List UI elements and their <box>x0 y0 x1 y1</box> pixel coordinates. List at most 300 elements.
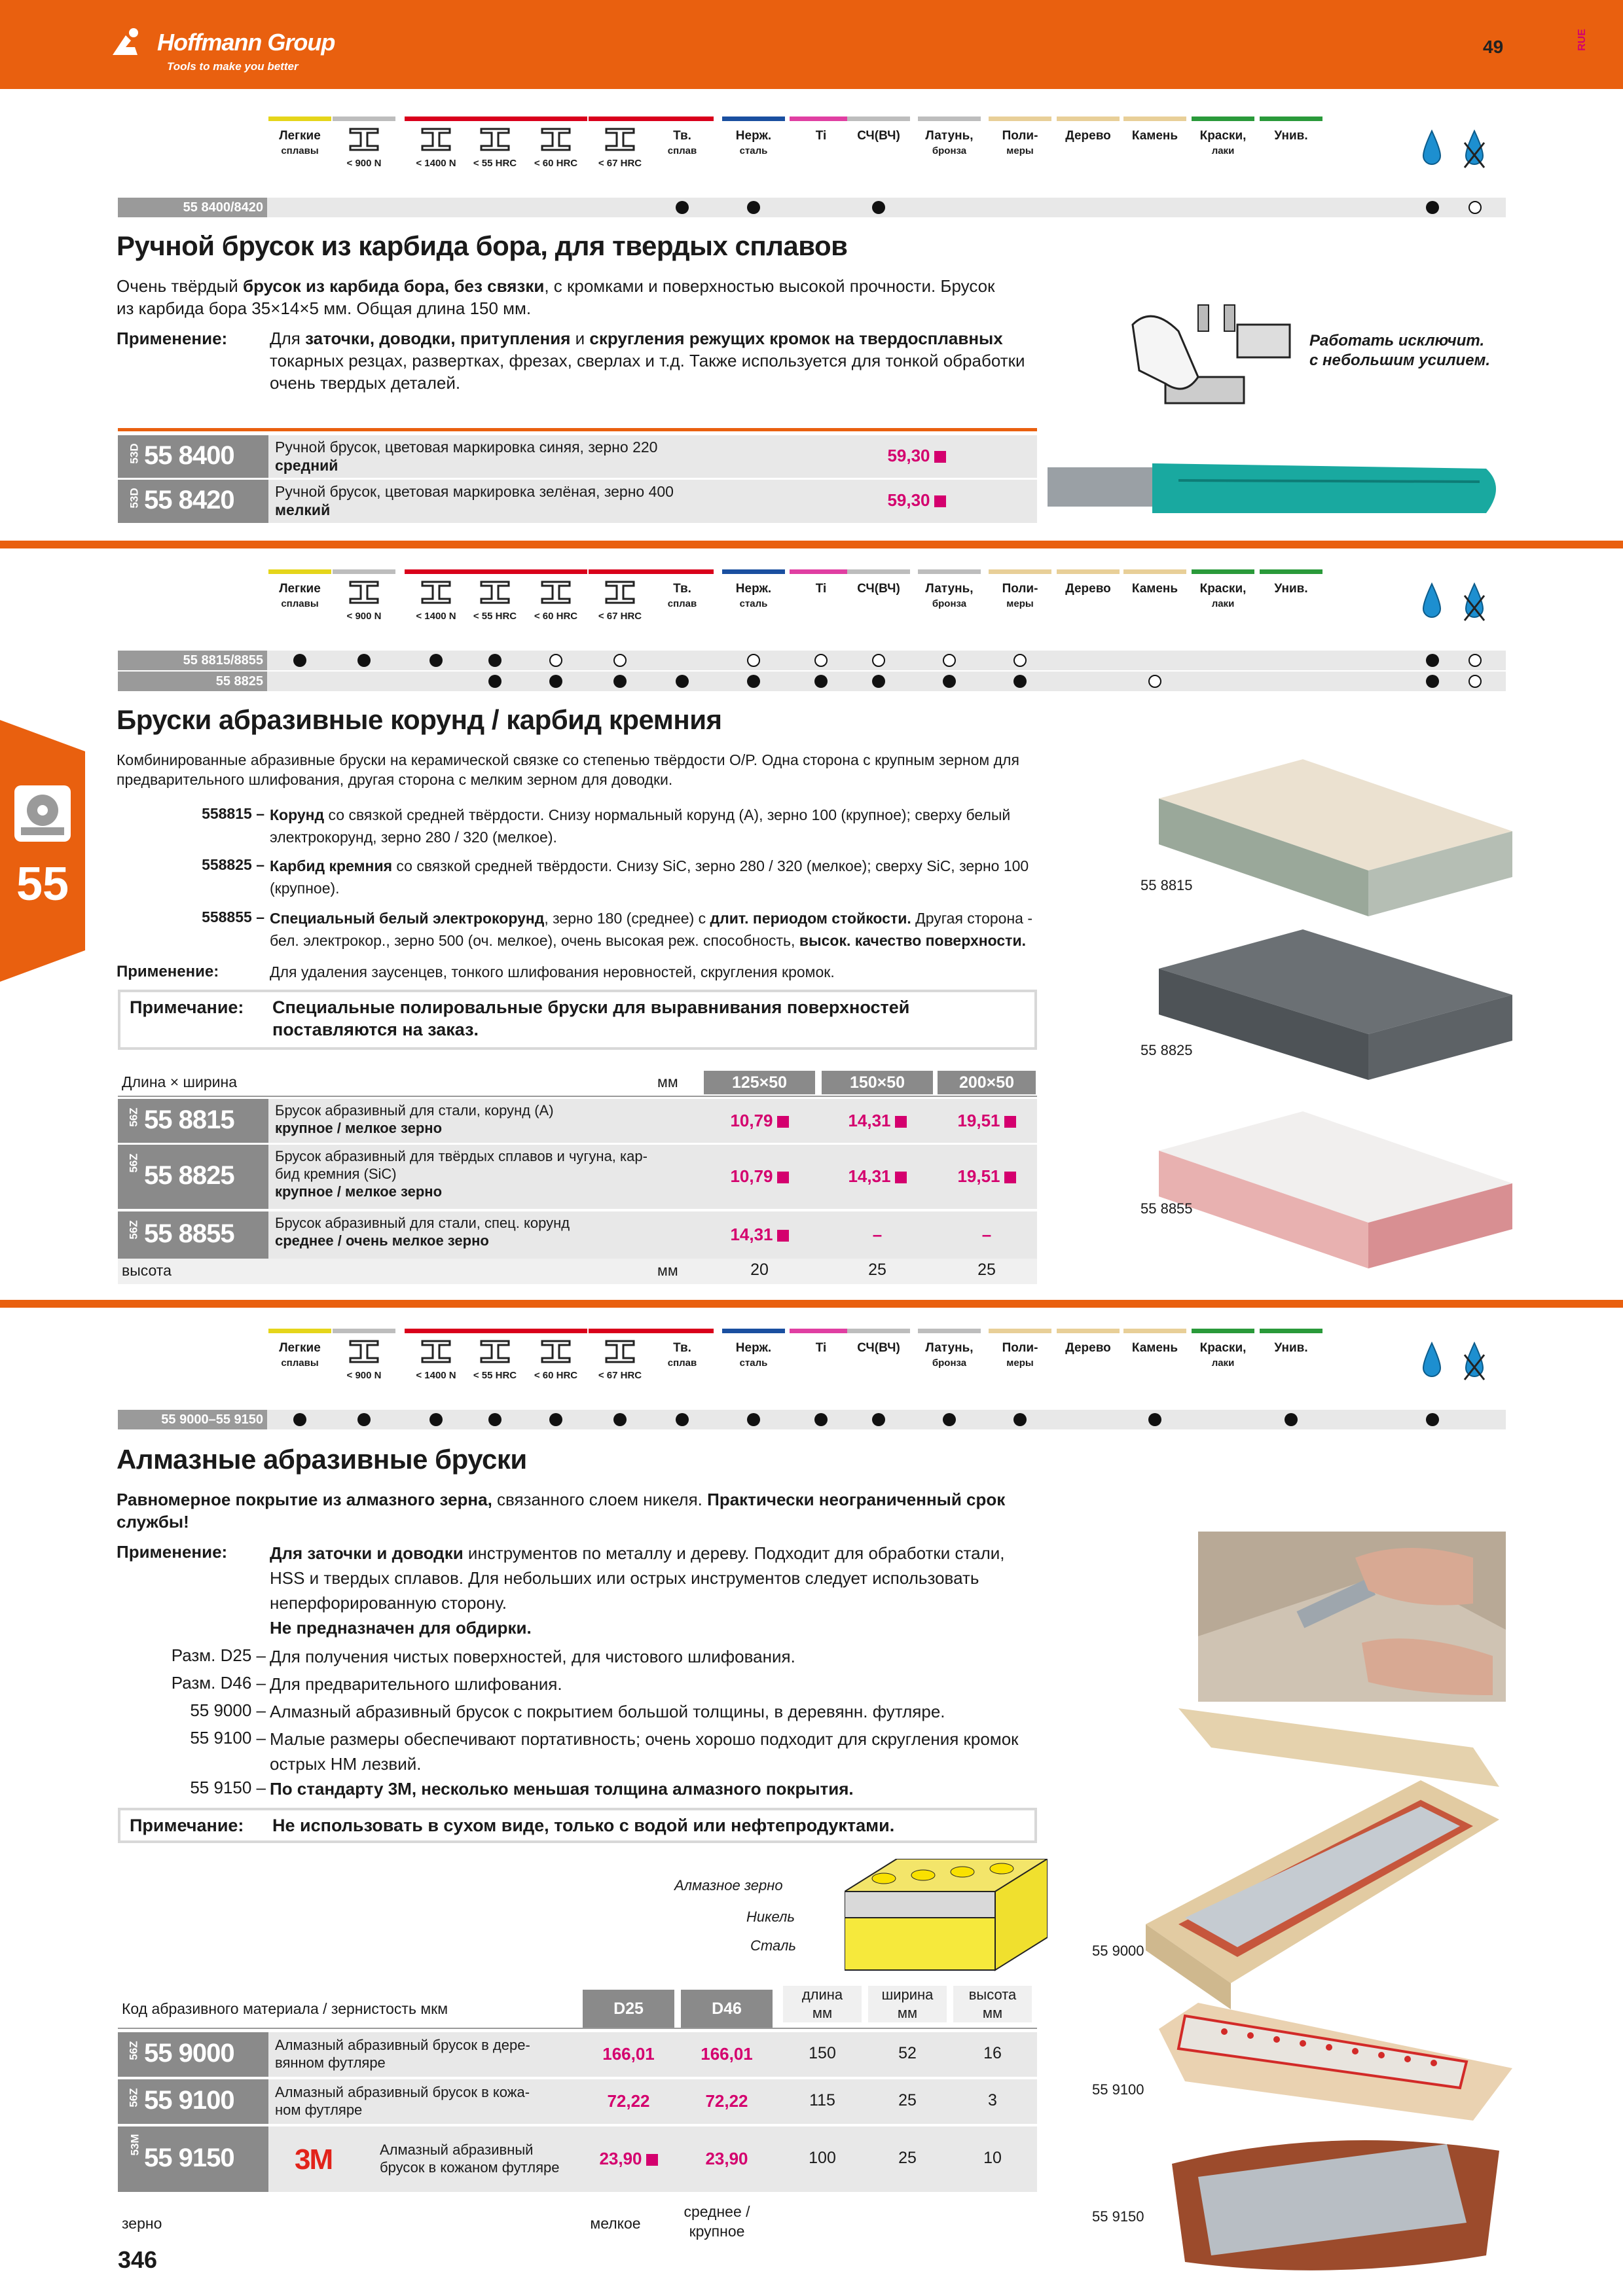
product-description <box>275 438 657 475</box>
limited-dot <box>1468 654 1482 667</box>
product-row[interactable] <box>118 1210 1037 1259</box>
image-note-2: с небольшим усилием. <box>1309 351 1490 369</box>
intro-text-3: из карбида бора 35×14×5 мм. Общая длина 150 мм. <box>117 298 532 318</box>
material-name: Дерево <box>1065 582 1111 596</box>
material-name: Легкие <box>279 1341 321 1355</box>
table-top-rule <box>118 428 1037 431</box>
size-description <box>270 1699 1134 1724</box>
suitable-dot <box>872 1413 885 1426</box>
grade-bold-2: длит. периодом стойкости. <box>710 910 911 927</box>
intro-line-1: Комбинированные абразивные бруски на керамической связке со степенью твёрдости O/P. Одна сторона с крупным зерном для <box>117 751 1019 768</box>
use-text-2: и <box>570 329 590 348</box>
material-row-55-8400 <box>118 196 1506 217</box>
suitable-dot <box>676 1413 689 1426</box>
price-value: 72,22 <box>607 2091 650 2111</box>
material-name: Камень <box>1131 129 1178 143</box>
article-number-cell <box>118 2079 268 2124</box>
material-name: Унив. <box>1274 1341 1308 1355</box>
note-line-1: Специальные полировальные бруски для выравнивания поверхностей <box>272 997 910 1017</box>
dimension-value: 115 <box>809 2091 835 2109</box>
table-head-label: Код абразивного материала / зернистость мкм <box>122 2000 448 2017</box>
price-value: 23,90 <box>705 2149 748 2168</box>
material-column-header <box>722 1329 785 1405</box>
diagram-label-nickel: Никель <box>746 1909 795 1925</box>
material-name-2: сталь <box>739 145 768 156</box>
suitable-dot <box>872 201 885 214</box>
limited-dot <box>943 654 956 667</box>
price-marker-icon <box>646 2154 658 2166</box>
intro-bold: брусок из карбида бора, без связки <box>243 276 545 296</box>
material-limit: < 60 HRC <box>534 1370 578 1381</box>
material-limit: < 1400 N <box>416 158 456 169</box>
price <box>583 2091 674 2111</box>
use-text: инструментов по металлу и дереву. Подходит для обработки стали, <box>463 1543 1005 1563</box>
price-value: 10,79 <box>730 1111 773 1130</box>
use-text: Для <box>270 329 306 348</box>
product-description <box>275 1102 554 1137</box>
leather-case-stone-image-9100 <box>1159 1990 1512 2121</box>
material-column-header <box>524 1329 587 1405</box>
steel-beam-icon <box>539 579 572 605</box>
suitable-dot <box>872 675 885 688</box>
price-group-code: 56Z <box>127 1107 140 1127</box>
material-column-header <box>918 117 981 193</box>
suitable-dot <box>293 654 306 667</box>
section-divider-1 <box>0 541 1623 548</box>
material-column-header <box>524 569 587 646</box>
material-limit: < 55 HRC <box>473 611 517 622</box>
material-name-2: сплав <box>667 145 697 156</box>
suitable-dot <box>1148 1413 1161 1426</box>
material-column-header <box>1123 569 1186 646</box>
price-marker-icon <box>1004 1116 1016 1128</box>
material-column-header <box>1192 1329 1254 1405</box>
material-name-2: лаки <box>1211 598 1235 609</box>
material-column-header <box>989 117 1051 193</box>
use-text-3: токарных резцах, развертках, фрезах, сверлах и т.д. Также используется для тонкой обработки <box>270 351 1025 370</box>
note-box-3 <box>118 1808 1037 1843</box>
article-number-cell <box>118 480 268 523</box>
section1-intro <box>117 275 1112 319</box>
material-name: Поли- <box>1002 129 1038 143</box>
material-name: Нерж. <box>735 1341 772 1355</box>
grade-name: Специальный белый электрокорунд <box>270 910 545 927</box>
material-name-2: меры <box>1006 145 1034 156</box>
grain-2a: среднее / <box>684 2203 750 2220</box>
material-limit: < 900 N <box>346 611 382 622</box>
size-column-header: 125×50 <box>704 1071 815 1094</box>
material-name-2: бронза <box>932 598 967 609</box>
price-value: 14,31 <box>730 1225 773 1244</box>
limited-dot <box>814 654 828 667</box>
description-line-2: ном футляре <box>275 2102 363 2118</box>
grade-code: 558815 – <box>202 805 264 822</box>
material-column-header <box>918 569 981 646</box>
article-number: 55 8815 <box>144 1105 234 1134</box>
height-value: 25 <box>977 1261 996 1279</box>
size-description <box>270 1776 1134 1801</box>
note-text: Не использовать в сухом виде, только с водой или нефтепродуктами. <box>272 1816 895 1835</box>
size-text: По стандарту 3M, несколько меньшая толщина алмазного покрытия. <box>270 1779 854 1799</box>
material-column-header <box>989 1329 1051 1405</box>
stone-image-55-8815 <box>1152 759 1519 929</box>
article-number: 55 8420 <box>144 486 234 514</box>
material-limit: < 67 HRC <box>598 1370 642 1381</box>
suitable-dot <box>488 675 501 688</box>
material-name: Дерево <box>1065 1341 1111 1355</box>
material-column-header <box>651 117 714 193</box>
suitable-dot <box>429 654 443 667</box>
material-name: Тв. <box>673 1341 691 1355</box>
image-note-1: Работать исключит. <box>1309 332 1485 350</box>
dimension-name: ширина <box>881 1986 934 2003</box>
coolant-drop-icon <box>1421 1342 1443 1381</box>
material-limit: < 900 N <box>346 158 382 169</box>
suitable-dot <box>814 675 828 688</box>
suitable-dot <box>1426 675 1439 688</box>
price <box>681 2149 773 2169</box>
material-limit: < 55 HRC <box>473 1370 517 1381</box>
material-column-header <box>524 117 587 193</box>
limited-dot <box>1148 675 1161 688</box>
material-column-header <box>1123 1329 1186 1405</box>
material-name: Краски, <box>1199 1341 1247 1355</box>
material-limit: < 67 HRC <box>598 611 642 622</box>
description-line: Алмазный абразивный брусок в дере- <box>275 2037 530 2053</box>
material-name: Тв. <box>673 129 691 143</box>
price-value: 19,51 <box>957 1166 1000 1186</box>
material-name: Тв. <box>673 582 691 596</box>
material-name-2: сплав <box>667 1357 697 1369</box>
price-value: 10,79 <box>730 1166 773 1186</box>
section-title-2: Бруски абразивные корунд / карбид кремния <box>117 704 722 735</box>
suitable-dot <box>429 1413 443 1426</box>
material-column-header <box>790 569 852 646</box>
grade-description <box>270 907 1134 952</box>
price <box>704 1111 815 1131</box>
material-column-header <box>268 117 331 193</box>
intro-line-2: предварительного шлифования, другая сторона с мелким зерном для доводки. <box>117 771 673 788</box>
material-column-header <box>464 117 526 193</box>
material-column-header <box>1057 569 1120 646</box>
material-name-2: бронза <box>932 145 967 156</box>
leather-case-stone-image-9150 <box>1159 2125 1512 2275</box>
price-group-code: 56Z <box>127 1220 140 1240</box>
article-number-cell <box>118 435 268 478</box>
product-row[interactable] <box>118 478 1037 523</box>
size-description <box>270 1644 1134 1669</box>
section3-use <box>270 1541 1147 1640</box>
product-description <box>275 1147 647 1200</box>
article-number-cell <box>118 1145 268 1209</box>
dimension-name: длина <box>801 1986 843 2003</box>
grain-row <box>118 2197 1037 2242</box>
steel-beam-icon <box>479 126 511 152</box>
price <box>822 1225 933 1245</box>
product-row[interactable] <box>118 2077 1037 2124</box>
price <box>583 2044 674 2064</box>
product-row[interactable] <box>118 433 1037 478</box>
description-grade: среднее / очень мелкое зерно <box>275 1232 489 1249</box>
size-text: Алмазный абразивный брусок с покрытием большой толщины, в деревянн. футляре. <box>270 1702 945 1721</box>
material-row-55-9000 <box>118 1408 1506 1429</box>
material-name: Ti <box>815 582 827 596</box>
price <box>583 2149 674 2169</box>
height-value: 25 <box>868 1261 886 1279</box>
image-note <box>1309 331 1490 370</box>
material-name: Краски, <box>1199 129 1247 143</box>
price <box>681 2091 773 2111</box>
price-marker-icon <box>777 1172 789 1183</box>
steel-beam-icon <box>420 126 452 152</box>
material-column-header <box>651 1329 714 1405</box>
material-column-header <box>651 569 714 646</box>
material-column-header <box>790 117 852 193</box>
intro-bold-3: службы! <box>117 1512 189 1532</box>
intro-bold-2: Практически неограниченный срок <box>707 1490 1006 1509</box>
material-column-header <box>918 1329 981 1405</box>
product-description <box>275 2036 530 2072</box>
size-code: Разм. D25 – <box>171 1645 266 1665</box>
material-name: Латунь, <box>925 582 974 596</box>
description-line: Брусок абразивный для стали, спец. корунд <box>275 1215 570 1231</box>
stone-image-55-8855 <box>1152 1111 1519 1275</box>
product-row[interactable] <box>118 1143 1037 1209</box>
price-group-code: 53M <box>128 2134 141 2156</box>
material-name: Латунь, <box>925 1341 974 1355</box>
intro-text: Очень твёрдый <box>117 276 244 296</box>
material-row-code: 55 8400/8420 <box>118 198 267 217</box>
diagram-label-steel: Сталь <box>750 1937 796 1954</box>
material-name: Дерево <box>1065 129 1111 143</box>
image-label: 55 9000 <box>1092 1943 1144 1959</box>
price <box>704 1225 815 1245</box>
limited-dot <box>1468 675 1482 688</box>
use-bold-2: Не предназначен для обдирки. <box>270 1618 532 1638</box>
suitable-dot <box>549 675 562 688</box>
material-column-header <box>405 117 467 193</box>
material-column-header <box>1260 117 1322 193</box>
section2-intro <box>117 750 1138 789</box>
section-divider-2 <box>0 1300 1623 1308</box>
grade-text-2: (крупное). <box>270 880 340 897</box>
material-column-header <box>333 1329 395 1405</box>
dimension-value: 52 <box>898 2044 917 2062</box>
size-column-header: 200×50 <box>938 1071 1036 1094</box>
dimension-value: 25 <box>898 2091 917 2109</box>
material-name: Нерж. <box>735 129 772 143</box>
use-label: Применение: <box>117 963 219 980</box>
material-name: Нерж. <box>735 582 772 596</box>
dimension-unit: мм <box>982 2005 1003 2021</box>
product-description <box>275 482 674 519</box>
image-label: 55 9150 <box>1092 2208 1144 2225</box>
diagram-label-diamond: Алмазное зерно <box>674 1877 783 1893</box>
steel-beam-icon <box>348 126 380 152</box>
steel-beam-icon <box>539 126 572 152</box>
brand-name: Hoffmann Group <box>157 29 335 56</box>
grade-name: Карбид кремния <box>270 857 393 874</box>
steel-beam-icon <box>348 1338 380 1365</box>
grade-text: со связкой средней твёрдости. Снизу SiC, зерно 280 / 320 (мелкое); сверху SiC, зерно 100 <box>392 857 1029 874</box>
material-column-header <box>333 117 395 193</box>
limited-dot <box>1468 201 1482 214</box>
price-group-code: 56Z <box>127 2088 140 2108</box>
height-unit: мм <box>657 1262 678 1279</box>
height-row <box>118 1258 1037 1284</box>
price <box>812 490 1021 511</box>
suitable-dot <box>549 1413 562 1426</box>
material-column-header <box>1192 117 1254 193</box>
grain-value: мелкое <box>590 2215 641 2232</box>
suitable-dot <box>357 1413 371 1426</box>
material-name: СЧ(ВЧ) <box>857 129 900 143</box>
hand-sharpening-illustration <box>1126 285 1296 436</box>
grade-bold-3: высок. качество поверхности. <box>799 932 1026 949</box>
description-line: Ручной брусок, цветовая маркировка синяя, зерно 220 <box>275 439 658 456</box>
boron-carbide-stone-image <box>1048 454 1506 526</box>
material-column-header <box>589 1329 651 1405</box>
no-coolant-icon <box>1463 583 1486 622</box>
material-name: Легкие <box>279 129 321 143</box>
price-marker-icon <box>895 1172 907 1183</box>
price-marker-icon <box>1004 1172 1016 1183</box>
material-name-2: сплавы <box>281 145 319 156</box>
diamond-stone-use-photo <box>1198 1532 1506 1702</box>
size-text-2: острых НМ лезвий. <box>270 1754 422 1774</box>
product-description <box>275 2083 530 2119</box>
grain-2b: крупное <box>689 2223 745 2240</box>
price-marker-icon <box>895 1116 907 1128</box>
material-column-header <box>405 569 467 646</box>
suitable-dot <box>943 1413 956 1426</box>
size-text: Малые размеры обеспечивают портативность; очень хорошо подходит для скругления кромок <box>270 1729 1019 1749</box>
suitable-dot <box>1426 201 1439 214</box>
suitable-dot <box>488 1413 501 1426</box>
grade-text-2: бел. электрокор., зерно 500 (оч. мелкое), очень высокая реж. способность, <box>270 932 799 949</box>
section3-intro <box>117 1488 1138 1533</box>
material-column-header <box>722 117 785 193</box>
product-row[interactable] <box>118 1097 1037 1143</box>
material-name-2: лаки <box>1211 145 1235 156</box>
price-value: 59,30 <box>887 446 930 465</box>
material-name: Унив. <box>1274 582 1308 596</box>
grain-column-header: D46 <box>681 1990 773 2028</box>
note-line-2: поставляются на заказ. <box>272 1020 479 1039</box>
product-row[interactable] <box>118 2030 1037 2077</box>
steel-beam-icon <box>604 1338 636 1365</box>
description-line-2: бид кремния (SiC) <box>275 1166 397 1182</box>
use-bold-2: скругления режущих кромок на твердосплавных <box>589 329 1003 348</box>
section-title-3: Алмазные абразивные бруски <box>117 1444 527 1475</box>
material-column-header <box>1123 117 1186 193</box>
article-number: 55 9000 <box>144 2039 234 2068</box>
price-marker-icon <box>934 495 946 507</box>
material-column-header <box>1260 569 1322 646</box>
material-row-code: 55 8825 <box>118 672 267 691</box>
material-column-header <box>589 117 651 193</box>
steel-beam-icon <box>604 579 636 605</box>
material-name: Ti <box>815 129 827 143</box>
description-line: Ручной брусок, цветовая маркировка зелёная, зерно 400 <box>275 483 674 500</box>
dimension-header <box>868 1986 947 2022</box>
suitable-dot <box>1285 1413 1298 1426</box>
limited-dot <box>549 654 562 667</box>
material-name-2: лаки <box>1211 1357 1235 1369</box>
material-name-2: меры <box>1006 1357 1034 1369</box>
material-name: Поли- <box>1002 1341 1038 1355</box>
size-description <box>270 1672 1134 1696</box>
image-label: 55 9100 <box>1092 2081 1144 2098</box>
steel-beam-icon <box>420 1338 452 1365</box>
material-column-header <box>1057 117 1120 193</box>
grade-code: 558855 – <box>202 908 264 925</box>
price <box>704 1166 815 1187</box>
price-value: 166,01 <box>701 2044 753 2064</box>
price-value: 14,31 <box>848 1166 891 1186</box>
use-text: Для удаления заусенцев, тонкого шлифования неровностей, скругления кромок. <box>270 963 835 980</box>
material-limit: < 55 HRC <box>473 158 517 169</box>
material-name-2: сплав <box>667 598 697 609</box>
grade-name: Корунд <box>270 806 325 823</box>
use-bold: Для заточки и доводки <box>270 1543 464 1563</box>
material-name-2: сталь <box>739 1357 768 1369</box>
suitable-dot <box>357 654 371 667</box>
product-row[interactable] <box>118 2125 1037 2192</box>
steel-beam-icon <box>604 126 636 152</box>
dimension-unit: мм <box>897 2005 918 2021</box>
price-marker-icon <box>777 1116 789 1128</box>
material-name: СЧ(ВЧ) <box>857 582 900 596</box>
use-label: Применение: <box>117 329 228 348</box>
section1-use <box>270 327 1121 394</box>
description-line-2: вянном футляре <box>275 2054 386 2071</box>
description-line-2: брусок в кожаном футляре <box>380 2159 560 2176</box>
material-column-header <box>268 1329 331 1405</box>
material-limit: < 67 HRC <box>598 158 642 169</box>
grade-code: 558825 – <box>202 856 264 873</box>
material-column-header <box>333 569 395 646</box>
article-number-cell <box>118 2126 268 2192</box>
dimension-value: 10 <box>983 2149 1002 2167</box>
grade-description <box>270 855 1134 899</box>
material-column-header <box>268 569 331 646</box>
grinding-disc-icon <box>14 785 71 842</box>
product-description <box>275 1214 570 1249</box>
layer-diagram <box>845 1859 1048 1977</box>
article-number: 55 8855 <box>144 1219 234 1248</box>
dimension-unit: мм <box>812 2005 833 2021</box>
material-column-header <box>847 1329 910 1405</box>
price <box>938 1225 1036 1245</box>
material-name: СЧ(ВЧ) <box>857 1341 900 1355</box>
price-marker-icon <box>934 451 946 463</box>
steel-beam-icon <box>420 579 452 605</box>
grade-text-2: электрокорунд, зерно 280 / 320 (мелкое). <box>270 829 557 846</box>
grain-value-2 <box>668 2202 766 2241</box>
language-code: RUE <box>1576 29 1588 51</box>
price <box>822 1111 933 1131</box>
steel-beam-icon <box>479 579 511 605</box>
material-column-header <box>847 569 910 646</box>
note-label: Примечание: <box>130 997 244 1017</box>
description-grade: крупное / мелкое зерно <box>275 1183 443 1200</box>
price-marker-icon <box>777 1230 789 1242</box>
material-limit: < 1400 N <box>416 611 456 622</box>
suitable-dot <box>747 675 760 688</box>
material-row-code: 55 9000–55 9150 <box>118 1410 267 1429</box>
3m-logo: 3M <box>295 2144 333 2176</box>
